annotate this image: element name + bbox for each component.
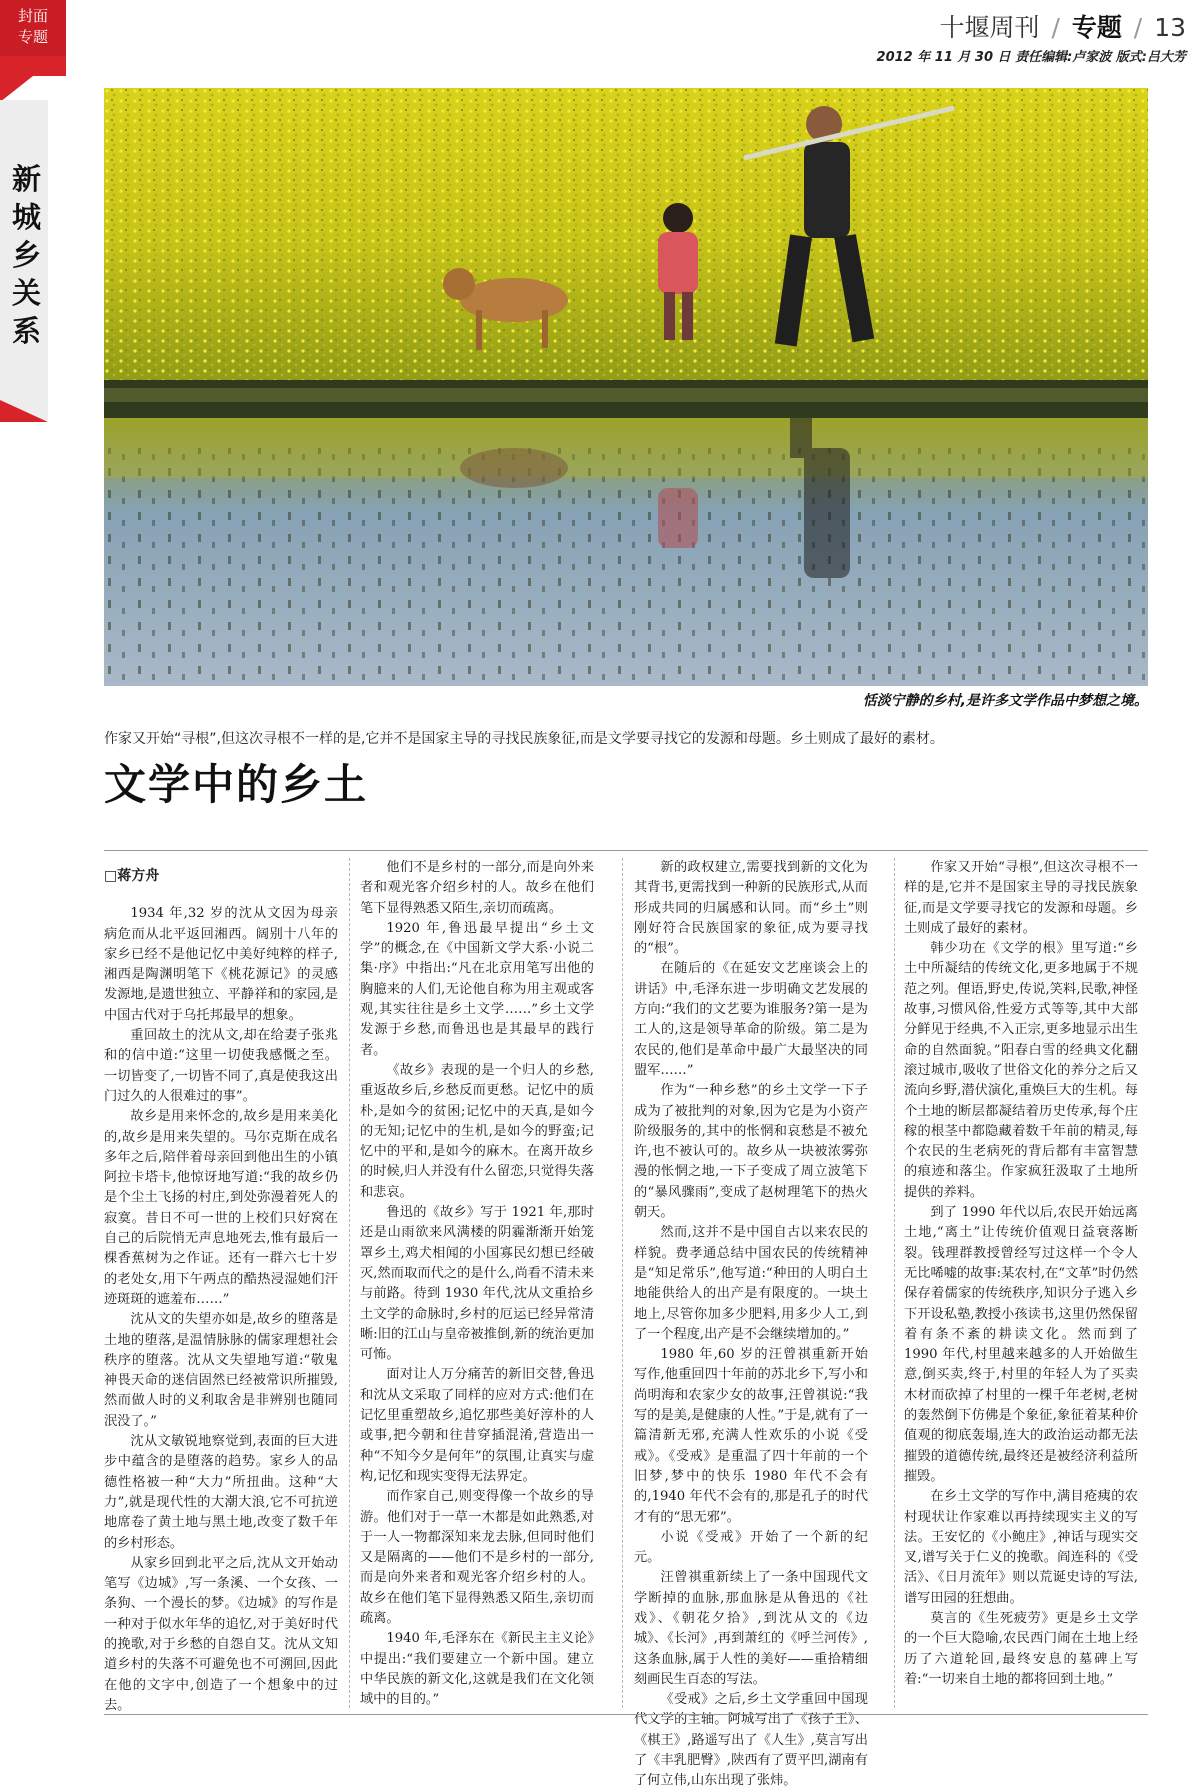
article-paragraph: 他们不是乡村的一部分,而是向外来者和观光客介绍乡村的人。故乡在他们笔下显得熟悉又陌生,亲切而疏离。 bbox=[360, 860, 594, 916]
article-paragraph: 《故乡》表现的是一个归人的乡愁,重返故乡后,乡愁反而更愁。记忆中的质朴,是如今的贫困;记忆中的天真,是如今的无知;记忆中的生机,是如今的野蛮;记忆中的平和,是如今的麻木。在离开故乡的时候,归人并没有什么留恋,只觉得失落和悲哀。 bbox=[360, 1062, 594, 1200]
article-paragraph: 到了 1990 年代以后,农民开始远离土地,“离土”让传统价值观日益衰落断裂。钱理群教授曾经写过这样一个令人无比唏嘘的故事:某农村,在“文革”时仍然保存着儒家的传统秩序,知识分子逃入乡下开设私塾,教授小孩读书,这里仍然保留着有条不紊的耕读文化。然而到了 1990 年代,村里越来越多的人开始做生意,倒买卖,终于,村里的年轻人为了买卖木材而砍掉了村里的一棵千年老树,老树的轰然倒下仿佛是个象征,象征着某种价值观的彻底轰塌,连大的政治运动都无法摧毁的道德传统,最终还是被经济利益所摧毁。 bbox=[904, 1205, 1138, 1484]
article-paragraph: 作为“一种乡愁”的乡土文学一下子成为了被批判的对象,因为它是为小资产阶级服务的,其中的怅惘和哀愁是不被允许,也不被认可的。故乡从一块被浓雾弥漫的怅惘之地,一下子变成了周立波笔下的“暴风骤雨”,变成了赵树理笔下的热火朝天。 bbox=[634, 1083, 868, 1221]
article-paragraph: 1934 年,32 岁的沈从文因为母亲病危而从北平返回湘西。阔别十八年的家乡已经不是他记忆中美好纯粹的样子,湘西是陶渊明笔下《桃花源记》的灵感发源地,是遗世独立、平静祥和的家园,是中国古代对于乌托邦最早的想象。 bbox=[104, 906, 338, 1023]
article-column-1 bbox=[104, 858, 338, 1713]
date-editor-line: 2012 年 11 月 30 日 责任编辑:卢家波 版式:吕大芳 bbox=[876, 50, 1186, 65]
article-paragraph: 1940 年,毛泽东在《新民主主义论》中提出:“我们要建立一个新中国。建立中华民族的新文化,这就是我们在文化领域中的目的。” bbox=[360, 1631, 594, 1708]
article-paragraph: 故乡是用来怀念的,故乡是用来美化的,故乡是用来失望的。马尔克斯在成名多年之后,陪伴着母亲回到他出生的小镇阿拉卡塔卡,他惊讶地写道:“我的故乡仍是个尘土飞扬的村庄,到处弥漫着死人的寂寞。昔日不可一世的上校们只好窝在自己的后院悄无声息地死去,惟有最后一棵香蕉树为之作证。还有一群六七十岁的老处女,用下午两点的酷热浸湿她们汗迹斑斑的遮羞布……” bbox=[104, 1109, 338, 1307]
article-paragraph: 莫言的《生死疲劳》更是乡土文学的一个巨大隐喻,农民西门闹在土地上经历了六道轮回,最终安息的墓碑上写着:“一切来自土地的都将回到土地。” bbox=[904, 1610, 1138, 1687]
article-paragraph: 韩少功在《文学的根》里写道:“乡土中所凝结的传统文化,更多地属于不规范之列。俚语,野史,传说,笑料,民歌,神怪故事,习惯风俗,性爱方式等等,其中大部分鲜见于经典,不入正宗,更多地显示出生命的自然面貌。”阳春白雪的经典文化翻滚过城市,吸收了世俗文化的养分之后又流向乡野,潜伏演化,重焕巨大的生机。每个土地的断层都凝结着历史传承,每个庄稼的根茎中都隐藏着数千年前的精灵,每个农民的生老病死的背后都有丰富智慧的痕迹和落尘。作家疯狂汲取了土地所提供的养料。 bbox=[904, 941, 1138, 1200]
column-divider bbox=[622, 858, 623, 1708]
article-column-2 bbox=[360, 858, 594, 1708]
body-top-rule bbox=[104, 850, 1148, 851]
photo-caption: 恬淡宁静的乡村,是许多文学作品中梦想之境。 bbox=[862, 693, 1148, 709]
article-headline: 文学中的乡土 bbox=[104, 760, 369, 809]
article-paragraph: 1980 年,60 岁的汪曾祺重新开始写作,他重回四十年前的苏北乡下,写小和尚明海和农家少女的故事,汪曾祺说:“我写的是美,是健康的人性。”于是,就有了一篇清新无邪,充满人性欢乐的小说《受戒》。《受戒》是重温了四十年前的一个旧梦,梦中的快乐 1980 年代不会有的,1940 年代不会有的,那是孔子的时代才有的“思无邪”。 bbox=[634, 1347, 868, 1525]
article-body bbox=[104, 858, 1148, 1789]
rapeseed-field-photo bbox=[104, 88, 1148, 686]
section-title: 新城乡关系 bbox=[12, 162, 42, 348]
article-paragraph: 小说《受戒》开始了一个新的纪元。 bbox=[634, 1529, 868, 1566]
sidebar-accent bbox=[0, 400, 48, 422]
paper-name: 十堰周刊 bbox=[939, 13, 1040, 42]
article-paragraph: 重回故土的沈从文,却在给妻子张兆和的信中道:“这里一切使我感慨之至。一切皆变了,一切皆不同了,真是使我这出门过久的人很难过的事”。 bbox=[104, 1028, 338, 1104]
article-paragraph: 在乡土文学的写作中,满目疮痍的农村现状让作家难以再持续现实主义的写法。王安忆的《小鲍庄》,神话与现实交叉,谱写关于仁义的挽歌。阎连科的《受活》、《日月流年》则以荒诞史诗的写法,谱写田园的狂想曲。 bbox=[904, 1489, 1138, 1606]
tab-line-cover: 封面 bbox=[17, 7, 48, 25]
ribbon-tail bbox=[0, 76, 66, 102]
article-paragraph: 面对让人万分痛苦的新旧交替,鲁迅和沈从文采取了同样的应对方式:他们在记忆里重塑故乡,追忆那些美好淳朴的人或事,把今朝和往昔穿插混淆,营造出一种“不知今夕是何年”的氛围,让真实与虚构,记忆和现实变得无法界定。 bbox=[360, 1367, 594, 1484]
article-paragraph: 然而,这并不是中国自古以来农民的样貌。费孝通总结中国农民的传统精神是“知足常乐”,他写道:“种田的人明白土地能供给人的出产是有限度的。一块土地上,尽管你加多少肥料,用多少人工,到了一个程度,出产是不会继续增加的。” bbox=[634, 1225, 868, 1342]
article-paragraph: 而作家自己,则变得像一个故乡的导游。他们对于一草一木都是如此熟悉,对于一人一物都深知来龙去脉,但同时他们又是隔离的——他们不是乡村的一部分,而是向外来者和观光客介绍乡村的人。故乡在他们笔下显得熟悉又陌生,亲切而疏离。 bbox=[360, 1489, 594, 1626]
article-paragraph: 《受戒》之后,乡土文学重回中国现代文学的主轴。阿城写出了《孩子王》、《棋王》,路遥写出了《人生》,莫言写出了《丰乳肥臀》,陕西有了贾平凹,湖南有了何立伟,山东出现了张炜。 bbox=[634, 1692, 868, 1789]
column-divider bbox=[894, 858, 895, 1708]
article-paragraph: 新的政权建立,需要找到新的文化为其背书,更需找到一种新的民族形式,从而形成共同的归属感和认同。而“乡土”则刚好符合民族国家的象征,成为要寻找的“根”。 bbox=[634, 860, 868, 957]
author-byline: □蒋方舟 bbox=[104, 868, 160, 884]
article-paragraph: 作家又开始“寻根”,但这次寻根不一样的是,它并不是国家主导的寻找民族象征,而是文学要寻找它的发源和母题。乡土则成了最好的素材。 bbox=[904, 860, 1138, 936]
article-paragraph: 沈从文敏锐地察觉到,表面的巨大进步中蕴含的是堕落的趋势。家乡人的品德性格被一种“大力”所扭曲。这种“大力”,就是现代性的大潮大浪,它不可抗逆地席卷了黄土地与黑土地,改变了数千年的乡村形态。 bbox=[104, 1434, 338, 1551]
article-column-4 bbox=[904, 858, 1138, 1708]
header-separator: / bbox=[1051, 13, 1060, 42]
tab-line-topic: 专题 bbox=[17, 28, 48, 46]
bottom-rule bbox=[104, 1714, 1148, 1715]
article-paragraph: 鲁迅的《故乡》写于 1921 年,那时还是山雨欲来风满楼的阴霾渐渐开始笼罩乡土,鸡犬相闻的小国寡民幻想已经破灭,然而取而代之的是什么,尚看不清未来与前路。待到 1930 年代,沈从文重拾乡土文学的命脉时,乡村的厄运已经异常清晰:旧的江山与皇帝被推倒,新的统治更加可怖。 bbox=[360, 1205, 594, 1363]
article-deck: 作家又开始“寻根”,但这次寻根不一样的是,它并不是国家主导的寻找民族象征,而是文学要寻找它的发源和母题。乡土则成了最好的素材。 bbox=[104, 731, 944, 747]
page-header bbox=[877, 8, 1186, 65]
page-number: 13 bbox=[1154, 13, 1186, 42]
article-paragraph: 汪曾祺重新续上了一条中国现代文学断掉的血脉,那血脉是从鲁迅的《社戏》、《朝花夕拾》,到沈从文的《边城》、《长河》,再到萧红的《呼兰河传》,这条血脉,属于人性的美好——重拾精细刻画民生百态的写法。 bbox=[634, 1570, 868, 1687]
article-paragraph: 沈从文的失望亦如是,故乡的堕落是土地的堕落,是温情脉脉的儒家理想社会秩序的堕落。沈从文失望地写道:“敬鬼神畏天命的迷信固然已经被常识所摧毁,然而做人时的义利取舍是非辨别也随同泯没了。” bbox=[104, 1312, 338, 1429]
article-paragraph: 在随后的《在延安文艺座谈会上的讲话》中,毛泽东进一步明确文艺发展的方向:“我们的文艺要为谁服务?第一是为工人的,这是领导革命的阶级。第二是为农民的,他们是革命中最广大最坚决的同盟军……” bbox=[634, 961, 868, 1078]
page-separator: / bbox=[1133, 13, 1143, 42]
article-paragraph: 从家乡回到北平之后,沈从文开始动笔写《边城》,写一条溪、一个女孩、一条狗、一个漫长的梦。《边城》的写作是一种对于似水年华的追忆,对于美好时代的挽歌,对于乡愁的自怨自艾。沈从文知道乡村的失落不可避免也不可溯回,因此在他的文字中,创造了一个想象中的过去。 bbox=[104, 1555, 338, 1713]
cover-topic-tab[interactable] bbox=[0, 0, 66, 56]
page-topic: 专题 bbox=[1071, 13, 1122, 42]
article-column-3 bbox=[634, 858, 868, 1789]
column-divider bbox=[349, 858, 350, 1708]
article-paragraph: 1920 年,鲁迅最早提出“乡土文学”的概念,在《中国新文学大系·小说二集·序》中指出:“凡在北京用笔写出他的胸臆来的人们,无论他自称为用主观或客观,其实往往是乡土文学……”乡土文学发源于乡愁,而鲁迅也是其最早的践行者。 bbox=[360, 920, 594, 1058]
